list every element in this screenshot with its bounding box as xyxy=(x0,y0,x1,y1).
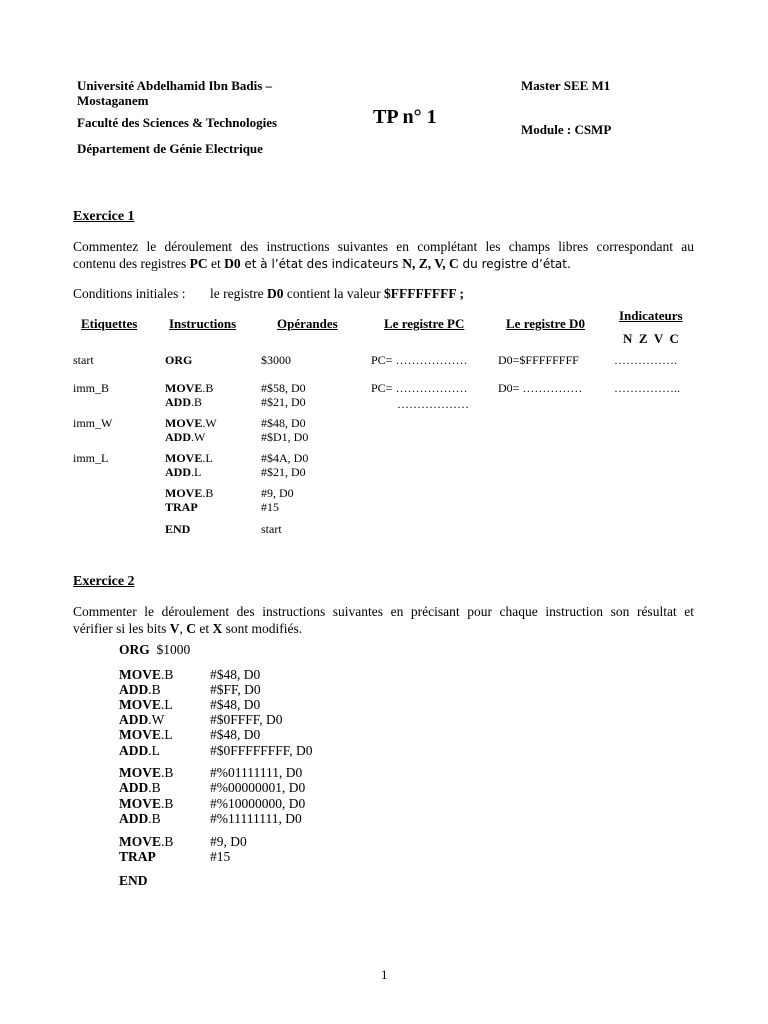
opcode: MOVE xyxy=(119,765,161,780)
exercise1-heading: Exercice 1 xyxy=(73,209,135,224)
row-operand: #15 xyxy=(261,500,279,514)
size-suffix: .B xyxy=(202,486,214,500)
opcode: MOVE xyxy=(119,697,161,712)
code-operand: #$48, D0 xyxy=(210,727,261,742)
opcode: TRAP xyxy=(165,500,198,514)
size-suffix: .W xyxy=(191,430,206,444)
size-suffix: .L xyxy=(191,465,202,479)
code-operand: #$48, D0 xyxy=(210,697,261,712)
row-instruction xyxy=(165,381,213,396)
code-operand: #15 xyxy=(210,849,231,864)
row-instruction xyxy=(165,451,213,466)
code-operand: #9, D0 xyxy=(210,834,247,849)
initial-conditions-text xyxy=(210,286,464,302)
row-operand: start xyxy=(261,522,282,536)
code-instruction xyxy=(119,727,173,743)
department-name: Département de Génie Electrique xyxy=(77,141,263,156)
col-flags: N Z V C xyxy=(623,331,679,346)
size-suffix: .B xyxy=(148,811,161,826)
code-operand: #$0FFFFFFFF, D0 xyxy=(210,743,313,758)
opcode: MOVE xyxy=(119,667,161,682)
size-suffix: .W xyxy=(202,416,217,430)
col-indicateurs: Indicateurs xyxy=(619,308,683,323)
exercise1-paragraph-line1: Commentez le déroulement des instructions suivantes en complétant les champs libres correspondant au xyxy=(73,239,694,254)
code-instruction xyxy=(119,811,161,827)
col-register-pc: Le registre PC xyxy=(384,316,465,331)
d0-value: D0=$FFFFFFFF xyxy=(498,353,579,367)
register-d0: D0 xyxy=(266,286,284,301)
row-instruction xyxy=(165,353,192,368)
row-instruction xyxy=(165,486,213,501)
size-suffix: .L xyxy=(161,697,173,712)
text-fragment: et xyxy=(207,256,225,271)
opcode: MOVE xyxy=(165,486,203,500)
code-instruction xyxy=(119,682,161,698)
text-fragment: du registre d’état. xyxy=(458,257,571,271)
exercise1-paragraph-line2 xyxy=(73,256,571,272)
text-fragment: et à l’état des indicateurs xyxy=(240,257,403,271)
code-operand: #%01111111, D0 xyxy=(210,765,303,780)
flags-blank: …………….. xyxy=(614,381,680,395)
page-number: 1 xyxy=(381,967,388,982)
opcode: ADD xyxy=(119,682,149,697)
register-pc: PC xyxy=(189,256,208,271)
bit-x: X xyxy=(212,621,223,636)
size-suffix: .B xyxy=(148,780,161,795)
text-fragment: vérifier si les bits xyxy=(73,621,170,636)
row-instruction xyxy=(165,430,205,445)
opcode: ORG xyxy=(119,642,150,657)
row-operand: #$21, D0 xyxy=(261,465,306,479)
code-operand: #%10000000, D0 xyxy=(210,796,306,811)
text-fragment: et xyxy=(195,621,213,636)
initial-conditions-label: Conditions initiales : xyxy=(73,286,186,301)
code-operand: #$48, D0 xyxy=(210,667,261,682)
module-label: Module : CSMP xyxy=(521,122,612,137)
university-name xyxy=(77,78,272,108)
opcode: MOVE xyxy=(119,727,161,742)
row-operand: #$21, D0 xyxy=(261,395,306,409)
size-suffix: .W xyxy=(148,712,165,727)
row-instruction xyxy=(165,500,198,515)
text-fragment: sont modifiés. xyxy=(222,621,303,636)
exercise2-paragraph-line1: Commenter le déroulement des instructions suivantes en précisant pour chaque instruction son résultat et xyxy=(73,604,694,619)
pc-blank: PC= ……………… xyxy=(371,381,468,395)
size-suffix: .B xyxy=(161,667,174,682)
code-instruction xyxy=(119,834,173,850)
code-instruction xyxy=(119,796,173,812)
size-suffix: .L xyxy=(202,451,213,465)
exercise2-paragraph-line2 xyxy=(73,621,302,637)
code-operand: #$FF, D0 xyxy=(210,682,261,697)
opcode: ADD xyxy=(119,811,149,826)
code-instruction xyxy=(119,765,173,781)
size-suffix: .L xyxy=(161,727,173,742)
opcode: MOVE xyxy=(165,381,203,395)
code-instruction xyxy=(119,667,173,683)
col-operandes: Opérandes xyxy=(277,316,338,331)
code-instruction xyxy=(119,743,160,759)
code-instruction xyxy=(119,780,161,796)
row-operand: #$58, D0 xyxy=(261,381,306,395)
opcode: ADD xyxy=(119,743,149,758)
size-suffix: .B xyxy=(161,834,174,849)
code-instruction xyxy=(119,712,164,728)
document-title: TP n° 1 xyxy=(373,106,437,128)
flags-blank: ……………. xyxy=(614,353,677,367)
org-directive xyxy=(119,642,190,658)
text-fragment: contenu des registres xyxy=(73,256,190,271)
code-instruction xyxy=(119,697,173,713)
opcode: ORG xyxy=(165,353,193,367)
size-suffix: .L xyxy=(148,743,160,758)
col-etiquettes: Etiquettes xyxy=(81,316,138,331)
bit-v: V xyxy=(169,621,180,636)
pc-blank-continuation: ……………… xyxy=(397,397,469,411)
size-suffix: .B xyxy=(191,395,203,409)
university-line2: Mostaganem xyxy=(77,93,149,108)
size-suffix: .B xyxy=(161,765,174,780)
opcode: END xyxy=(165,522,191,536)
opcode: TRAP xyxy=(119,849,156,864)
opcode: MOVE xyxy=(165,416,203,430)
exercise2-heading: Exercice 2 xyxy=(73,574,135,589)
opcode: MOVE xyxy=(119,834,161,849)
col-register-d0: Le registre D0 xyxy=(506,316,585,331)
text-fragment: contient la valeur xyxy=(283,286,384,301)
row-instruction xyxy=(165,465,201,480)
row-label: start xyxy=(73,353,94,367)
opcode: ADD xyxy=(165,465,191,479)
row-label: imm_L xyxy=(73,451,109,465)
col-instructions: Instructions xyxy=(169,316,237,331)
text-fragment: , xyxy=(179,621,187,636)
opcode: END xyxy=(119,873,148,888)
pc-blank: PC= ……………… xyxy=(371,353,468,367)
row-operand: #$48, D0 xyxy=(261,416,306,430)
code-operand: #%00000001, D0 xyxy=(210,780,306,795)
code-instruction xyxy=(119,873,148,889)
university-line1: Université Abdelhamid Ibn Badis – xyxy=(77,78,273,93)
size-suffix: .B xyxy=(161,796,174,811)
faculty-name: Faculté des Sciences & Technologies xyxy=(77,115,278,130)
row-operand: $3000 xyxy=(261,353,291,367)
opcode: ADD xyxy=(119,712,149,727)
opcode: ADD xyxy=(165,430,191,444)
row-instruction xyxy=(165,395,202,410)
size-suffix: .B xyxy=(148,682,161,697)
opcode: MOVE xyxy=(165,451,203,465)
flags-list: N, Z, V, C xyxy=(402,256,459,271)
d0-blank: D0= …………… xyxy=(498,381,583,395)
code-operand: #$0FFFF, D0 xyxy=(210,712,283,727)
opcode: ADD xyxy=(165,395,191,409)
opcode: MOVE xyxy=(119,796,161,811)
row-label: imm_B xyxy=(73,381,110,395)
row-operand: #$D1, D0 xyxy=(261,430,309,444)
opcode: ADD xyxy=(119,780,149,795)
size-suffix: .B xyxy=(202,381,214,395)
row-operand: #9, D0 xyxy=(261,486,294,500)
text-fragment: le registre xyxy=(210,286,267,301)
row-label: imm_W xyxy=(73,416,113,430)
operand: $1000 xyxy=(156,642,191,657)
row-instruction xyxy=(165,416,217,431)
row-instruction xyxy=(165,522,190,537)
register-d0: D0 xyxy=(224,256,241,271)
code-operand: #%11111111, D0 xyxy=(210,811,302,826)
master-label: Master SEE M1 xyxy=(521,78,611,93)
code-instruction xyxy=(119,849,156,865)
row-operand: #$4A, D0 xyxy=(261,451,309,465)
initial-value: $FFFFFFFF ; xyxy=(383,286,465,301)
bit-c: C xyxy=(186,621,196,636)
